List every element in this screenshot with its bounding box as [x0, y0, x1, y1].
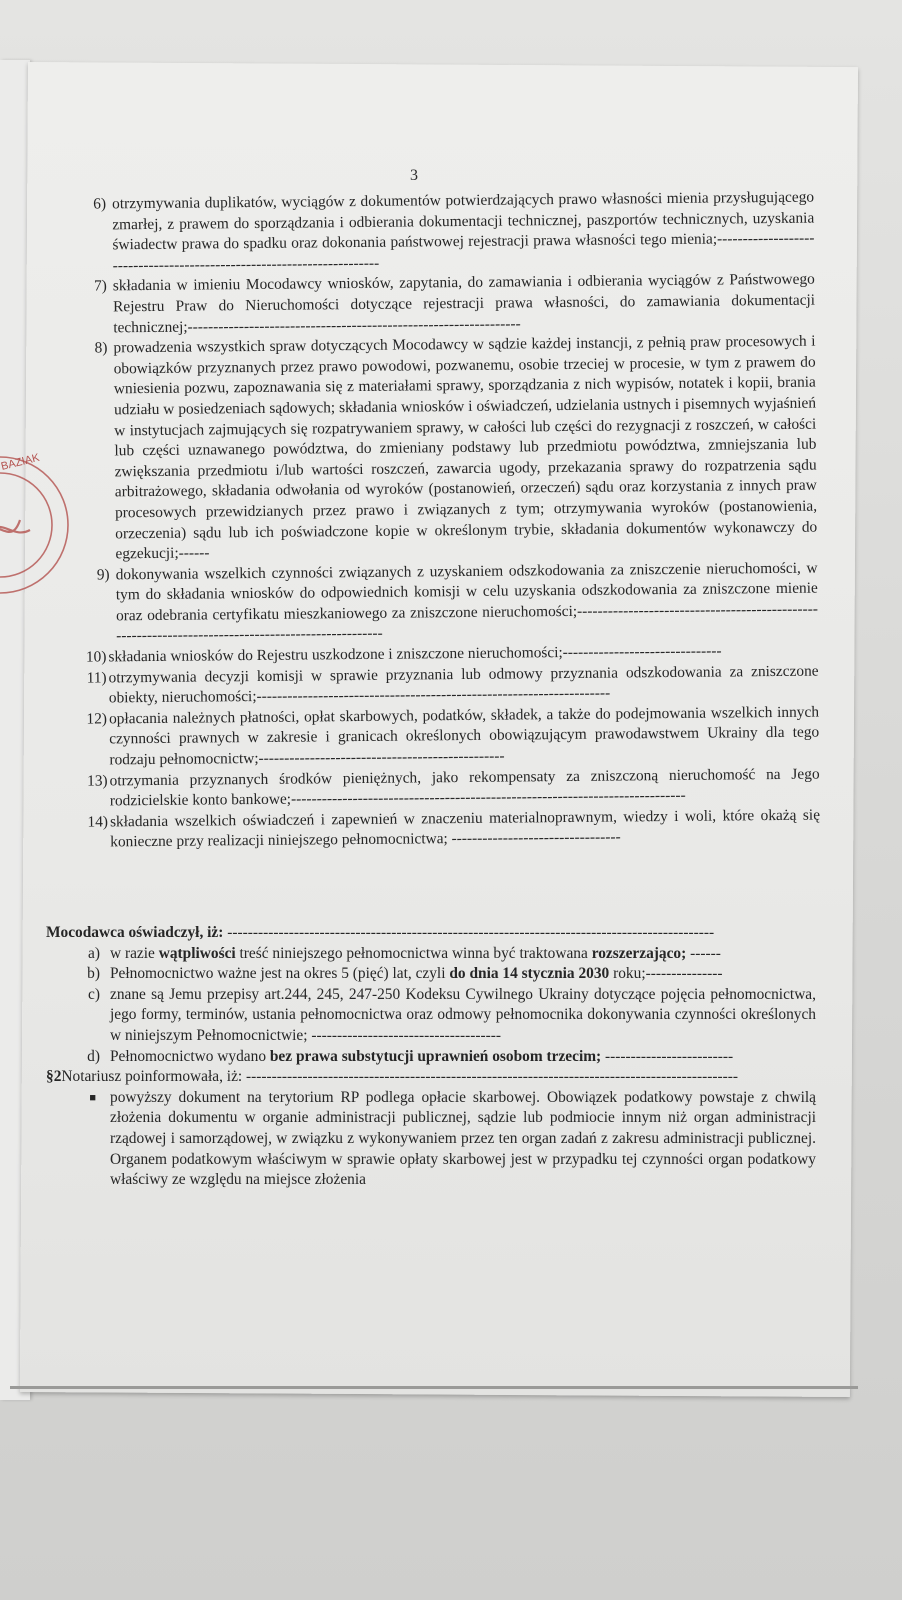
item-text: składania w imieniu Mocodawcy wniosków, zapytania, do zamawiania i odbierania wyciągów z Państwowego Rejestru Praw do Nieruchomości dotyczące rejestracji prawa własności, do zamawiania dokumentacji technicznej;-----------------------------------------------------------------: [112, 270, 816, 336]
list-item: [45, 332, 817, 566]
list-item: [45, 270, 816, 339]
item-number: 7): [93, 277, 107, 295]
item-number: 6): [93, 195, 107, 213]
declaration-item-d: d) Pełnomocnictwo wydano bez prawa substytucji uprawnień osobom trzecim; -------------------------: [87, 1047, 734, 1065]
item-text: opłacania należnych płatności, opłat skarbowych, podatków, składek, a także do podejmowania wszelkich innych czynności prawnych w zakresie i granicach określonych obowiązującym prawodawstwem Ukrainy dla tego rodzaju pełnomocnictw;------------------------------------------------: [108, 703, 820, 769]
bullet-square-icon: ■: [89, 1091, 96, 1104]
list-item: [50, 805, 820, 854]
section-2-bullet: ■ powyższy dokument na terytorium RP podlega opłacie skarbowej. Obowiązek podatkowy powstaje z chwilą złożenia dokumentu w organie administracji publicznej, sądzie lub podmiocie innym niż organ administracji rządowej i samorządowej, w związku z wykonywaniem przez ten organ zadań z zakresu administracji publicznej. Organem podatkowym właściwym w sprawie opłaty skarbowej jest w przypadku tej czynności organ podatkowy właściwy ze względu na miejsce złożenia: [46, 1088, 816, 1191]
item-text: otrzymywania duplikatów, wyciągów z dokumentów potwierdzających prawo własności mienia przysługującego zmarłej, z prawem do sporządzania i odbierania dokumentacji technicznej, paszportów technicznych, uzyskania świadectw prawa do spadku oraz dokonania państwowej rejestracji prawa własności tego mienia;-----------------------------------------------------------------------: [112, 188, 815, 275]
item-number: 14): [87, 813, 109, 831]
list-item: [49, 702, 820, 771]
item-number: 13): [87, 772, 108, 790]
declaration-item-a: a) w razie wątpliwości treść niniejszego pełnomocnictwa winna być traktowana rozszerzająco; ------: [88, 944, 721, 962]
power-of-attorney-items: [44, 188, 820, 854]
list-item: [44, 188, 815, 278]
list-item: [50, 764, 820, 813]
list-item: [48, 558, 819, 648]
item-text: składania wniosków do Rejestru uszkodzone i zniszczone nieruchomości;-------------------------------: [108, 642, 722, 666]
item-text: otrzymywania decyzji komisji w sprawie przyznania lub odmowy przyznania odszkodowania za zniszczone obiekty, nieruchomości;---------------------------------------------------------------------: [108, 662, 819, 707]
declarations-section: [46, 923, 816, 1191]
declaration-item-c: c) znane są Jemu przepisy art.244, 245, 247-250 Kodeksu Cywilnego Ukrainy dotyczące pojęcia pełnomocnictwa, jego formy, terminów, ustania pełnomocnictwa oraz odmowy pełnomocnika dokonywania czynności określonych w niniejszym Pełnomocnictwie; -------------------------------------: [88, 985, 816, 1044]
item-number: 11): [86, 669, 107, 687]
declaration-item-b: b) Pełnomocnictwo ważne jest na okres 5 (pięć) lat, czyli do dnia 14 stycznia 2030 roku;---------------: [87, 965, 723, 983]
item-number: 8): [94, 339, 108, 357]
page-edge-shadow: [10, 1386, 858, 1389]
item-number: 12): [86, 710, 108, 728]
item-number: 9): [96, 566, 110, 584]
item-text: otrzymania przyznanych środków pieniężnych, jako rekompensaty za zniszczoną nieruchomość na Jego rodzicielskie konto bankowe;-----------------------------------------------------------------------------: [109, 765, 820, 810]
item-text: dokonywania wszelkich czynności związanych z uzyskaniem odszkodowania za zniszczenie nieruchomości, w tym do składania wniosków do odpowiednich komisji w celu uzyskania odszkodowania za zniszczone mienie oraz odebrania certyfikatu mieszkaniowego za zniszczone nieruchomości;---------------------------------------------------------------------------------------------------: [115, 559, 819, 645]
page-number: 3: [410, 167, 418, 184]
item-text: składania wszelkich oświadczeń i zapewnień w znaczeniu materialnoprawnym, wiedzy i woli, które okażą się konieczne przy realizacji niniejszego pełnomocnictwa; ---------------------------------: [109, 806, 821, 851]
item-number: 10): [85, 648, 107, 666]
declaration-heading: Mocodawca oświadczył, iż: -----------------------------------------------------------------------------------------------: [46, 924, 715, 941]
seal-text: BAZIAK: [0, 451, 41, 473]
section-2-heading: §2 Notariusz poinformowała, iż: ------------------------------------------------------------------------------------------------: [46, 1068, 739, 1086]
item-text: prowadzenia wszystkich spraw dotyczących Mocodawcy w sądzie każdej instancji, z pełnią praw procesowych i obowiązków przyznanych przez prawo powodowi, pozwanemu, osobie trzeciej w procesie, w tym z prawem do wniesienia pozwu, zapoznawania się z materiałami sprawy, sporządzania z nich wypisów, notatek i kopii, brania udziału w posiedzeniach sądowych; składania wniosków i oświadczeń, udzielania ustnych i pisemnych wyjaśnień w instytucjach zajmujących się rozpatrywaniem sprawy, w całości lub części do rezygnacji z roszczeń, w całości lub części uznawanego powództwa, do zmieniany podstawy lub przedmiotu powództwa, zmniejszania lub zwiększania przedmiotu i/lub wartości roszczeń, zawarcia ugody, przekazania sprawy do rozpatrzenia sądu arbitrażowego, składania odwołania od wyroków (postanowień, orzeczeń) sądu oraz korzystania z innych praw procesowych przewidzianych przez prawo i związanych z tym; otrzymywania wyroków (postanowienia, orzeczenia) sądu lub ich poświadczone kopie w określonym trybie, składania dokumentów wykonawczy do egzekucji;------: [113, 332, 818, 563]
